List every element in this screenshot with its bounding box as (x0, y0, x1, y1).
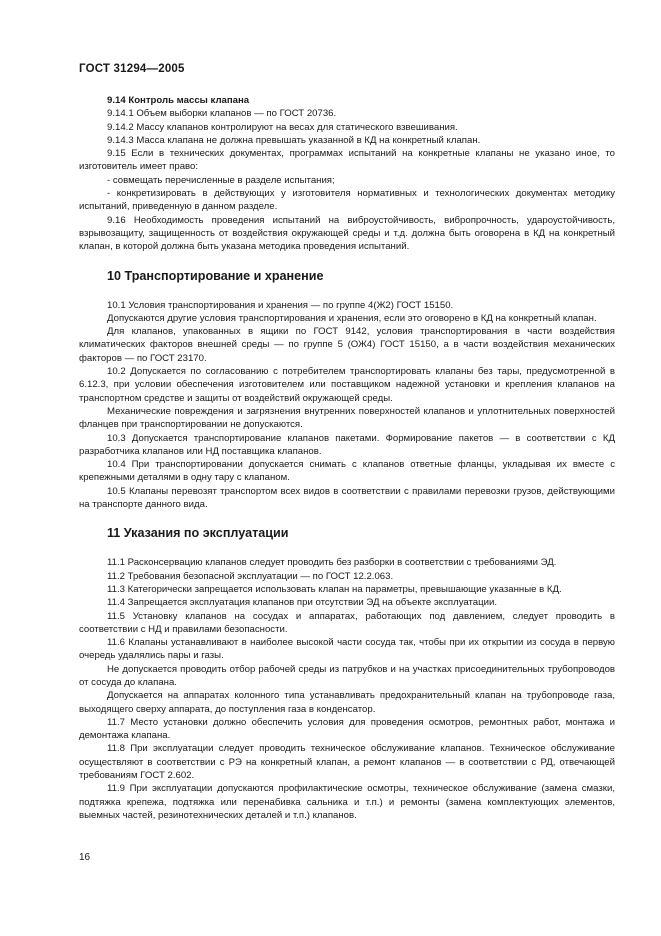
paragraph: Не допускается проводить отбор рабочей среды из патрубков и на участках присоединительных трубопроводов от сосуда до клапана. (79, 663, 615, 688)
section-heading: 10 Транспортирование и хранение (107, 268, 324, 283)
paragraph: 9.16 Необходимость проведения испытаний на виброустойчивость, вибропрочность, удароустойчивость, взрывозащиту, защищенность от воздействия окружающей среды и т.д. должна быть оговорена в КД на конкретный клапан, в которой должна быть указана методика проведения испытаний. (79, 214, 615, 253)
paragraph: 11.7 Место установки должно обеспечить условия для проведения осмотров, ремонтных работ, монтажа и демонтажа клапана. (79, 716, 615, 742)
paragraph: 11.9 При эксплуатации допускаются профилактические осмотры, техническое обслуживание (замена смазки, подтяжка крепежа, подтяжка или перенабивка сальника и т.п.) и ремонты (замена комплектующих элементов, выемных частей, резинотехнических деталей и т.п.) клапанов. (79, 783, 615, 821)
paragraph: 11.3 Категорически запрещается использовать клапан на параметры, превышающие указанные в КД. (107, 583, 562, 595)
paragraph: 9.15 Если в технических документах, программах испытаний на конкретные клапаны не указано иное, то изготовитель имеет право: (79, 148, 615, 173)
paragraph: 9.14.3 Масса клапана не должна превышать указанной в КД на конкретный клапан. (107, 134, 481, 146)
document-body (79, 94, 615, 822)
paragraph: 11.8 При эксплуатации следует проводить техническое обслуживание клапанов. Техническое обслуживание осуществляют в соответствии с РЭ на конкретный клапан, а ремонт клапанов — в соответствии с РД, отвечающей требованиям ГОСТ 2.602. (79, 743, 615, 782)
paragraph: 11.4 Запрещается эксплуатация клапанов при отсутствии ЭД на объекте эксплуатации. (107, 597, 498, 609)
page-number: 16 (79, 852, 91, 863)
paragraph: 10.5 Клапаны перевозят транспортом всех видов в соответствии с правилами перевозки грузов, действующими на транспорте данного вида. (79, 485, 615, 511)
paragraph: 9.14.1 Объем выборки клапанов — по ГОСТ 20736. (107, 108, 337, 120)
paragraph: Допускается на аппаратах колонного типа устанавливать предохранительный клапан на трубопроводе газа, выходящего сверху аппарата, до поступления газа в конденсатор. (79, 690, 615, 715)
paragraph: 11.6 Клапаны устанавливают в наиболее высокой части сосуда так, чтобы при их открытии из сосуда в первую очередь удалялись пары и газы. (79, 637, 615, 662)
paragraph: 10.4 При транспортировании допускается снимать с клапанов ответные фланцы, укладывая их вместе с крепежными деталями в одну тару с клапаном. (79, 459, 615, 484)
list-item: - конкретизировать в действующих у изготовителя нормативных и технологических документах методику испытаний, приведенную в данном разделе. (79, 188, 615, 213)
paragraph: 11.5 Установку клапанов на сосудах и аппаратах, работающих под давлением, следует проводить в соответствии с НД и правилами безопасности. (79, 610, 615, 635)
paragraph: 11.2 Требования безопасной эксплуатации — по ГОСТ 12.2.063. (107, 570, 394, 582)
paragraph: Для клапанов, упакованных в ящики по ГОСТ 9142, условия транспортирования в части воздействия климатических факторов внешней среды — по группе 5 (ОЖ4) ГОСТ 15150, а в части воздействия механических факторов — по ГОСТ 23170. (79, 326, 615, 364)
paragraph: 9.14.2 Массу клапанов контролируют на весах для статического взвешивания. (107, 121, 458, 133)
paragraph: 10.3 Допускается транспортирование клапанов пакетами. Формирование пакетов — в соответствии с КД разработчика клапанов или НД поставщика клапанов. (79, 432, 615, 457)
paragraph: 11.1 Расконсервацию клапанов следует проводить без разборки в соответствии с требованиями ЭД. (107, 557, 557, 569)
list-item: - совмещать перечисленные в разделе испытания; (107, 174, 335, 186)
document-code-header: ГОСТ 31294—2005 (79, 63, 185, 75)
subsection-heading: 9.14 Контроль массы клапана (107, 95, 250, 106)
paragraph: Допускаются другие условия транспортирования и хранения, если это оговорено в КД на конкретный клапан. (107, 312, 597, 324)
paragraph: 10.2 Допускается по согласованию с потребителем транспортировать клапаны без тары, предусмотренной в 6.12.3, при условии обеспечения изготовителем или поставщиком надежной установки и крепления клапанов на транспортном средстве и защиты от воздействий окружающей среды. (79, 366, 615, 404)
section-heading: 11 Указания по эксплуатации (107, 526, 289, 541)
paragraph: Механические повреждения и загрязнения внутренних поверхностей клапанов и уплотнительных поверхностей фланцев при транспортировании не допускаются. (79, 405, 615, 431)
paragraph: 10.1 Условия транспортирования и хранения — по группе 4(Ж2) ГОСТ 15150. (107, 299, 454, 311)
